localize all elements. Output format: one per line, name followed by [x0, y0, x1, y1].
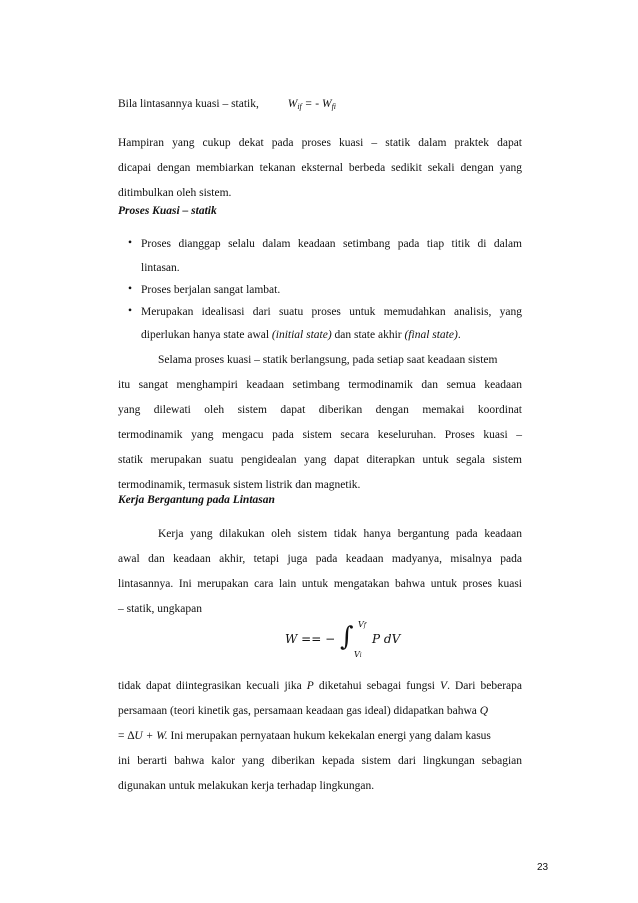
- quasi-static-condition-line: [118, 97, 522, 114]
- para4-line2: persamaan (teori kinetik gas, persamaan keadaan gas ideal) didapatkan bahwa Q: [118, 705, 489, 717]
- para4-line5: digunakan untuk melakukan kerja terhadap lingkungan.: [118, 780, 375, 792]
- para2-line5: statik merupakan suatu pengidealan yang dapat diterapkan untuk segala sistem: [118, 454, 522, 466]
- bullet3-line1: Merupakan idealisasi dari suatu proses untuk memudahkan analisis, yang: [141, 306, 522, 318]
- para2-line2: itu sangat menghampiri keadaan setimbang termodinamik dan semua keadaan: [118, 379, 522, 391]
- para4-line3: = ∆U + W. Ini merupakan pernyataan hukum kekekalan energi yang dalam kasus: [118, 730, 491, 742]
- para3-line3: lintasannya. Ini merupakan cara lain untuk mengatakan bahwa untuk proses kuasi: [118, 578, 522, 590]
- para2-line1: Selama proses kuasi – statik berlangsung, pada setiap saat keadaan sistem: [158, 354, 498, 366]
- para4-line1: tidak dapat diintegrasikan kecuali jika P diketahui sebagai fungsi V. Dari beberapa: [118, 680, 522, 692]
- para3-line2: awal dan keadaan akhir, tetapi juga pada keadaan madyanya, misalnya pada: [118, 553, 522, 565]
- para1-line1: Hampiran yang cukup dekat pada proses kuasi – statik dalam praktek dapat: [118, 137, 522, 149]
- page-number: 23: [537, 862, 549, 873]
- bullet1-line1: Proses dianggap selalu dalam keadaan setimbang pada tiap titik di dalam: [141, 238, 522, 250]
- work-formula: $W_{if}$ = - $W_{fi}$: [287, 98, 337, 111]
- para1-line3: ditimbulkan oleh sistem.: [118, 187, 232, 199]
- lower-limit: Vi: [354, 650, 362, 659]
- bullet2: Proses berjalan sangat lambat.: [141, 284, 281, 296]
- upper-limit: Vf: [358, 620, 367, 629]
- bullet3-line2: diperlukan hanya state awal (initial state) dan state akhir (final state).: [141, 329, 461, 341]
- heading-work-path: Kerja Bergantung pada Lintasan: [118, 494, 275, 506]
- bullet1-line2: lintasan.: [141, 262, 180, 274]
- para2-line6: termodinamik, termasuk sistem listrik dan magnetik.: [118, 479, 361, 491]
- bullet-icon: •: [128, 283, 133, 295]
- para1-line2: dicapai dengan membiarkan tekanan eksternal berbeda sedikit sekali dengan yang: [118, 162, 522, 174]
- para4-line4: ini berarti bahwa kalor yang diberikan kepada sistem dari lingkungan sebagian: [118, 755, 522, 767]
- para2-line4: termodinamik yang mengacu pada sistem secara keseluruhan. Proses kuasi –: [118, 429, 522, 441]
- bullet-icon: •: [128, 305, 133, 317]
- bullet-icon: •: [128, 237, 133, 249]
- para3-line1: Kerja yang dilakukan oleh sistem tidak hanya bergantung pada keadaan: [158, 528, 522, 540]
- heading-quasi-static: Proses Kuasi – statik: [118, 205, 217, 217]
- equation-lhs: W == −: [285, 632, 336, 646]
- condition-text: Bila lintasannya kuasi – statik,: [118, 98, 259, 110]
- para2-line3: yang dilewati oleh sistem dapat diberikan dengan memakai koordinat: [118, 404, 522, 416]
- para3-line4: – statik, ungkapan: [118, 603, 202, 615]
- integral-sign: ∫: [340, 622, 354, 652]
- integrand: P dV: [372, 632, 401, 646]
